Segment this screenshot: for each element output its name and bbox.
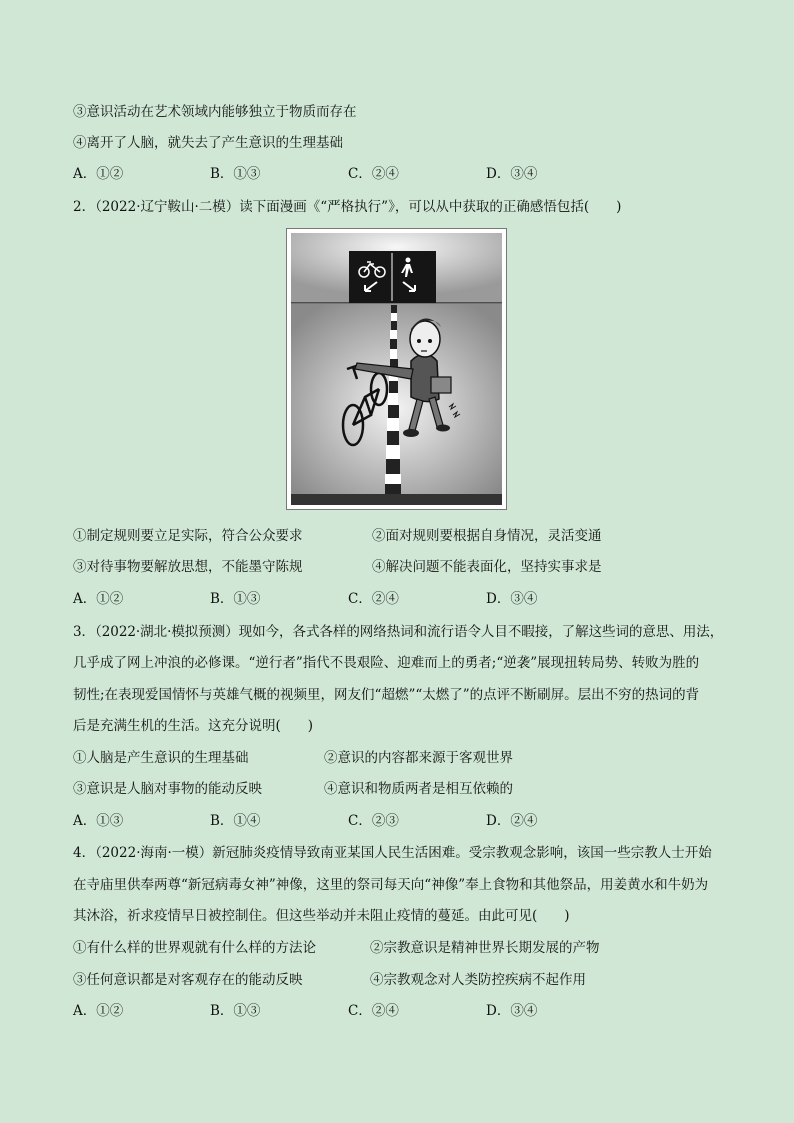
q2-answer-a: A．①②	[73, 591, 124, 607]
q4-option-3: ③任何意识都是对客观存在的能动反映	[73, 972, 303, 988]
q4-answer-d: D．③④	[486, 1003, 538, 1019]
comic-strict-enforcement	[286, 228, 507, 510]
q4-option-1: ①有什么样的世界观就有什么样的方法论	[73, 940, 316, 956]
q3-option-3: ③意识是人脑对事物的能动反映	[73, 781, 262, 797]
comic-illustration	[287, 229, 506, 509]
q2-option-4: ④解决问题不能表面化，坚持实事求是	[372, 559, 602, 575]
q1-answer-c: C．②④	[348, 166, 399, 182]
q1-answer-a: A．①②	[73, 166, 124, 182]
q3-answer-d: D．②④	[486, 813, 538, 829]
q3-answer-b: B．①④	[210, 813, 261, 829]
q1-answer-d: D．③④	[486, 166, 538, 182]
q4-stem-line-2: 在寺庙里供奉两尊“新冠病毒女神”神像，这里的祭司每天向“神像”奉上食物和其他祭品，用姜黄水和牛奶为	[73, 877, 709, 893]
q4-option-2: ②宗教意识是精神世界长期发展的产物	[370, 940, 600, 956]
q2-stem: 2．（2022·辽宁鞍山·二模）读下面漫画《“严格执行”》，可以从中获取的正确感悟包括( )	[73, 199, 622, 215]
q3-stem-line-2: 几乎成了网上冲浪的必修课。“逆行者”指代不畏艰险、迎难而上的勇者;“逆袭”展现扭转局势、转败为胜的	[73, 655, 700, 671]
q4-answer-b: B．①③	[210, 1003, 261, 1019]
q3-stem-line-4: 后是充满生机的生活。这充分说明( )	[73, 718, 314, 734]
q2-answer-b: B．①③	[210, 591, 261, 607]
q4-option-4: ④宗教观念对人类防控疾病不起作用	[370, 972, 586, 988]
q3-stem-line-3: 韧性;在表现爱国情怀与英雄气概的视频里，网友们“超燃”“太燃了”的点评不断刷屏。层出不穷的热词的背	[73, 687, 700, 703]
q4-stem-line-1: 4．（2022·海南·一模）新冠肺炎疫情导致南亚某国人民生活困难。受宗教观念影响，该国一些宗教人士开始	[73, 845, 712, 861]
q3-answer-c: C．②③	[348, 813, 399, 829]
q3-stem-line-1: 3．（2022·湖北·模拟预测）现如今，各式各样的网络热词和流行语令人目不暇接，了解这些词的意思、用法，	[73, 624, 724, 640]
q2-option-2: ②面对规则要根据自身情况，灵活变通	[372, 528, 602, 544]
q3-option-4: ④意识和物质两者是相互依赖的	[324, 781, 513, 797]
q2-answer-d: D．③④	[486, 591, 538, 607]
q3-option-1: ①人脑是产生意识的生理基础	[73, 750, 249, 766]
q4-answer-a: A．①②	[73, 1003, 124, 1019]
q1-option-3: ③意识活动在艺术领域内能够独立于物质而存在	[73, 104, 357, 120]
q3-option-2: ②意识的内容都来源于客观世界	[324, 750, 513, 766]
q4-stem-line-3: 其沐浴，祈求疫情早日被控制住。但这些举动并未阻止疫情的蔓延。由此可见( )	[73, 908, 570, 924]
q4-answer-c: C．②④	[348, 1003, 399, 1019]
q2-answer-c: C．②④	[348, 591, 399, 607]
q3-answer-a: A．①③	[73, 813, 124, 829]
q2-option-1: ①制定规则要立足实际，符合公众要求	[73, 528, 303, 544]
q1-answer-b: B．①③	[210, 166, 261, 182]
q2-option-3: ③对待事物要解放思想，不能墨守陈规	[73, 559, 303, 575]
q1-option-4: ④离开了人脑，就失去了产生意识的生理基础	[73, 135, 343, 151]
